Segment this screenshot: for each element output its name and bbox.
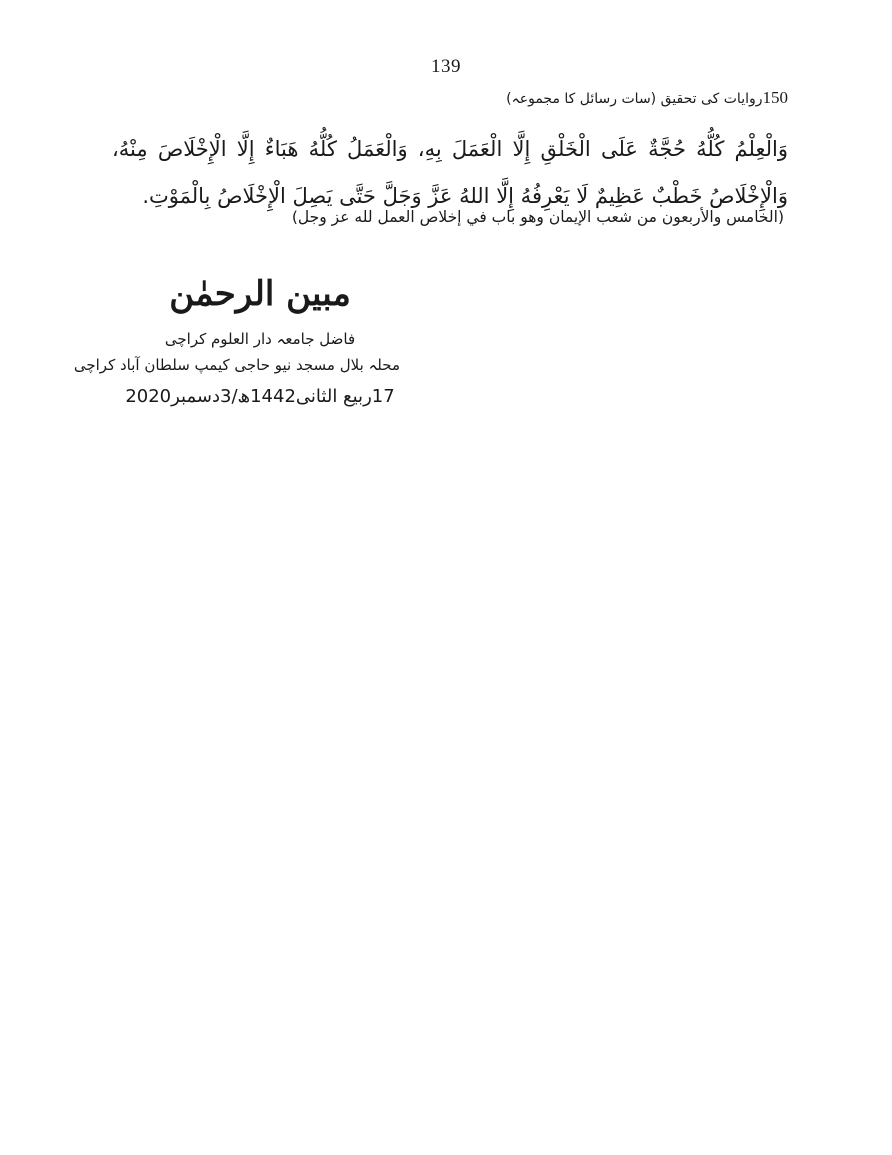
header-count: 150 [762, 88, 788, 107]
source-citation: (الخامس والأربعون من شعب الإيمان وهو باب في إخلاص العمل لله عز وجل) [291, 208, 784, 226]
author-qualification: فاضل جامعہ دار العلوم کراچی [164, 330, 356, 348]
signature-block [73, 264, 400, 414]
author-name: مبین الرحمٰن [169, 274, 351, 314]
author-address: محلہ بلال مسجد نیو حاجی کیمپ سلطان آباد کراچی [73, 356, 400, 374]
signature-date: 17ربیع الثانی1442ھ/3دسمبر2020 [125, 386, 395, 407]
header-subtitle: (سات رسائل کا مجموعہ) [506, 91, 657, 107]
arabic-quote [112, 126, 788, 220]
arabic-quote-line-2: خَطْبٌ عَظِيمٌ لَا يَعْرِفُهُ إِلَّا اللهُ عَزَّ وَجَلَّ حَتَّى يَصِلَ الْإِخْلَاصُ بِالْمَوْتِ. [142, 184, 703, 208]
page-number: 139 [431, 56, 461, 77]
arabic-quote-line-1: وَالْعِلْمُ كُلُّهُ حُجَّةٌ عَلَى الْخَلْقِ إِلَّا الْعَمَلَ بِهِ، وَالْعَمَلُ كُلُّهُ هَبَاءٌ إِلَّا الْإِخْلَاصَ مِنْهُ، وَالْإِخْلَاصُ [112, 137, 788, 208]
running-header [506, 88, 788, 108]
header-title: روایات کی تحقیق [660, 91, 763, 107]
